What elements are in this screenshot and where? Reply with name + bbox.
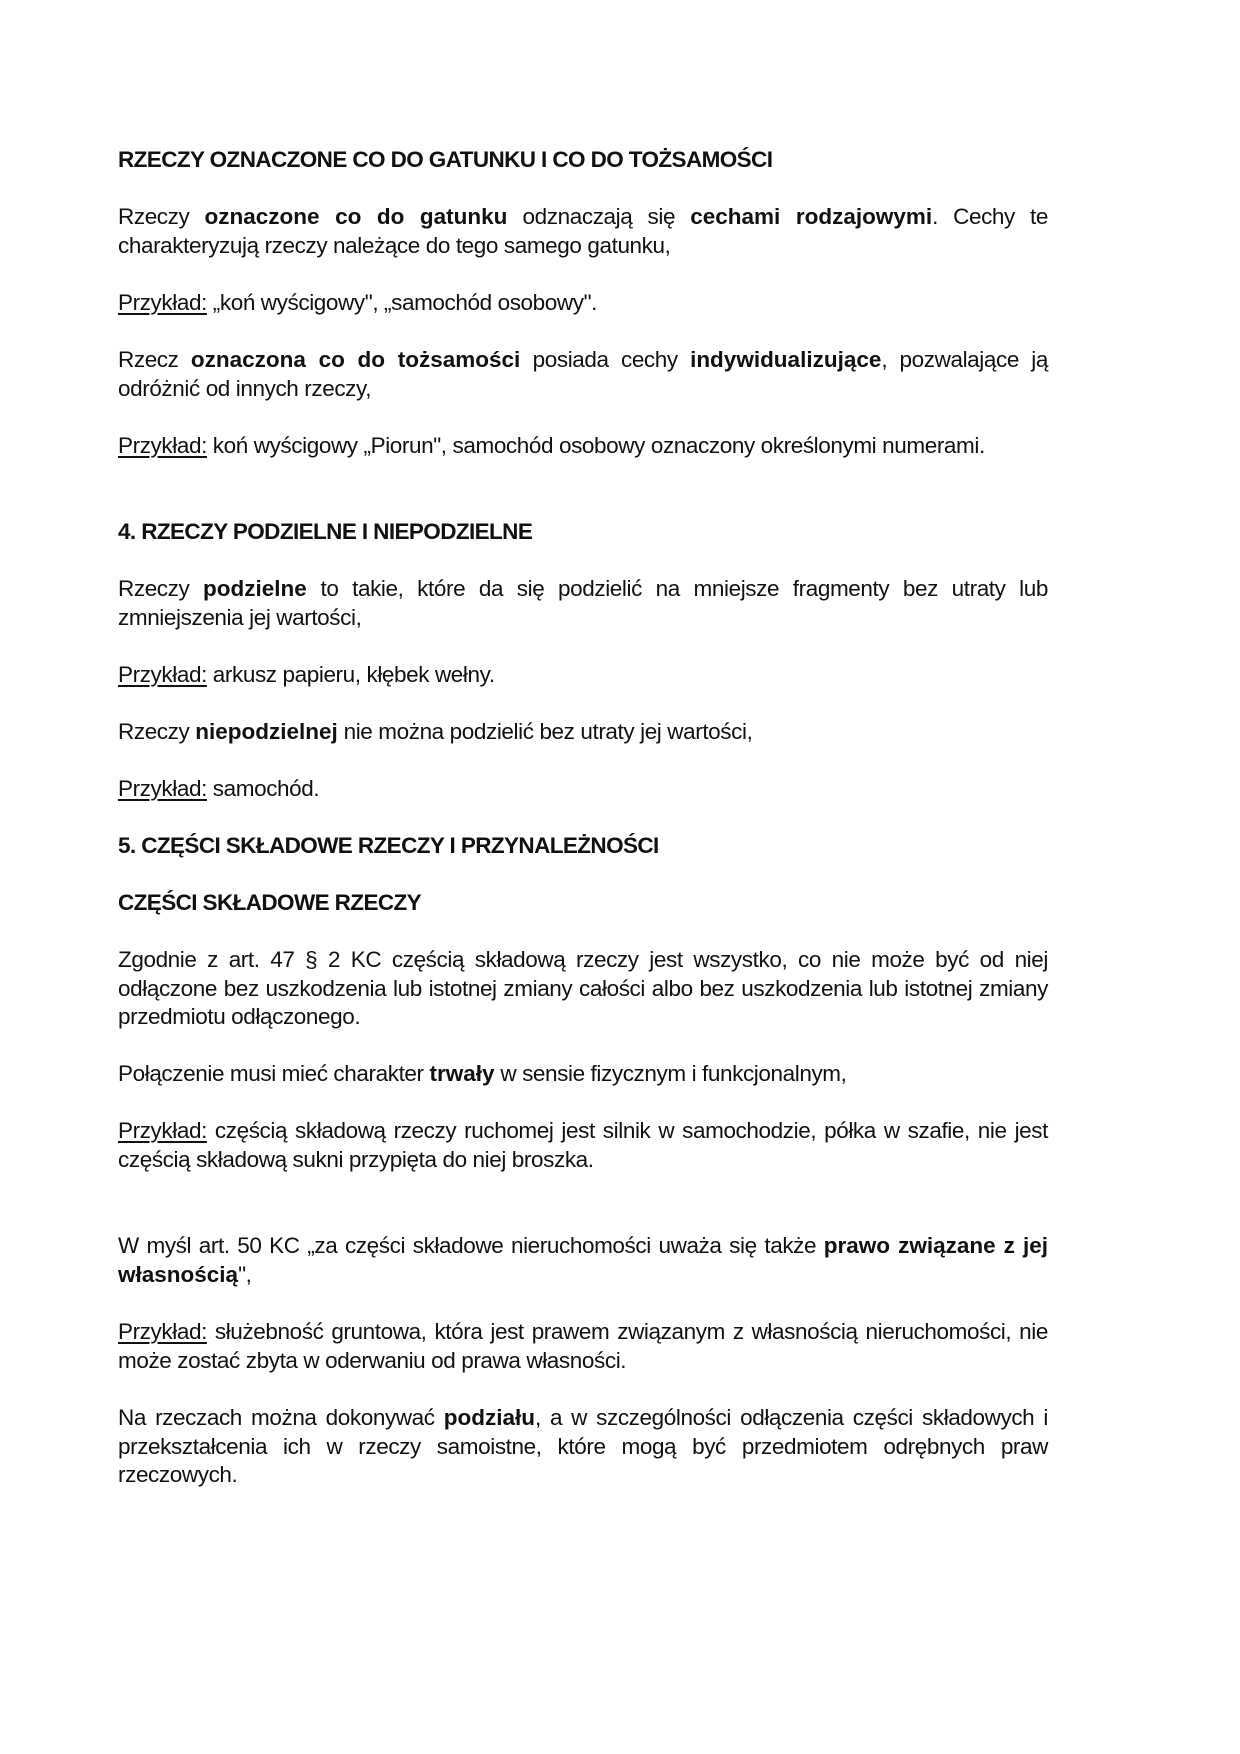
section-5-subheading: CZĘŚCI SKŁADOWE RZECZY [118, 890, 422, 915]
example-text: samochód. [206, 776, 320, 801]
text: Połączenie musi mieć charakter [118, 1061, 430, 1086]
example-text: służebność gruntowa, która jest prawem związanym z własnością nieruchomości, nie może zostać zbyta w oderwaniu od prawa własności. [118, 1319, 1048, 1373]
text: w sensie fizycznym i funkcjonalnym, [494, 1061, 847, 1086]
paragraph-divisible [118, 575, 1048, 632]
example-6 [118, 1318, 1048, 1375]
text: , a w szczególności odłączenia części składowych i przekształcenia ich w rzeczy samoistne, które mogą być przedmiotem odrębnych praw rzeczowych. [118, 1405, 1049, 1487]
paragraph-permanent-connection [118, 1060, 1048, 1089]
text: Na rzeczach można dokonywać [118, 1405, 444, 1430]
example-3 [118, 661, 1048, 690]
text: Rzeczy [118, 576, 204, 601]
text: ", [238, 1261, 252, 1287]
example-text: „koń wyścigowy", „samochód osobowy". [206, 290, 598, 315]
text: posiada cechy [520, 347, 691, 372]
example-text: częścią składową rzeczy ruchomej jest silnik w samochodzie, półka w szafie, nie jest częścią składową sukni przypięta do niej broszka. [118, 1118, 1048, 1172]
paragraph-art-50 [118, 1232, 1048, 1289]
text: Rzeczy [118, 204, 205, 229]
example-4 [118, 775, 1048, 804]
bold-term: podzielne [203, 576, 307, 601]
example-label: Przykład: [118, 1319, 207, 1344]
example-label: Przykład: [118, 290, 207, 315]
paragraph-identity-things [118, 346, 1048, 403]
document-title: RZECZY OZNACZONE CO DO GATUNKU I CO DO TOŻSAMOŚCI [118, 147, 773, 172]
paragraph-division [118, 1404, 1048, 1490]
paragraph-genus-things [118, 203, 1048, 260]
bold-term: podziału [443, 1405, 535, 1430]
section-4-heading: 4. RZECZY PODZIELNE I NIEPODZIELNE [118, 519, 533, 544]
example-label: Przykład: [118, 1118, 207, 1143]
bold-term: cechami rodzajowymi [690, 204, 933, 229]
text: to takie, które da się podzielić na mniejsze fragmenty bez utraty lub zmniejszenia jej wartości, [118, 576, 1049, 630]
section-5-heading: 5. CZĘŚCI SKŁADOWE RZECZY I PRZYNALEŻNOŚCI [118, 833, 659, 858]
text: odznaczają się [507, 204, 691, 229]
example-text: koń wyścigowy „Piorun", samochód osobowy oznaczony określonymi numerami. [206, 433, 985, 458]
text: W myśl art. 50 KC „za części składowe nieruchomości uważa się także [118, 1233, 824, 1258]
example-label: Przykład: [118, 776, 207, 801]
example-5 [118, 1117, 1048, 1174]
example-2 [118, 432, 1048, 461]
bold-term: oznaczona co do tożsamości [190, 347, 521, 372]
paragraph-art-47: Zgodnie z art. 47 § 2 KC częścią składową rzeczy jest wszystko, co nie może być od niej odłączone bez uszkodzenia lub istotnej zmiany całości albo bez uszkodzenia lub istotnej zmiany przedmiotu odłączonego. [118, 947, 1048, 1029]
example-text: arkusz papieru, kłębek wełny. [206, 662, 495, 687]
bold-term: prawo związane z jej własnością [118, 1233, 1048, 1287]
text: Rzeczy [118, 719, 196, 744]
bold-term: trwały [429, 1061, 495, 1086]
paragraph-indivisible [118, 718, 1048, 747]
text: nie można podzielić bez utraty jej wartości, [337, 719, 753, 744]
text: Rzecz [118, 347, 191, 372]
example-label: Przykład: [118, 662, 207, 687]
text: . Cechy te charakteryzują rzeczy należące do tego samego gatunku, [118, 204, 1048, 258]
bold-term: niepodzielnej [195, 719, 338, 744]
text: , pozwalające ją odróżnić od innych rzeczy, [118, 347, 1048, 401]
bold-term: oznaczone co do gatunku [204, 204, 508, 229]
bold-term: indywidualizujące [690, 347, 882, 372]
example-label: Przykład: [118, 433, 207, 458]
example-1 [118, 289, 1048, 318]
